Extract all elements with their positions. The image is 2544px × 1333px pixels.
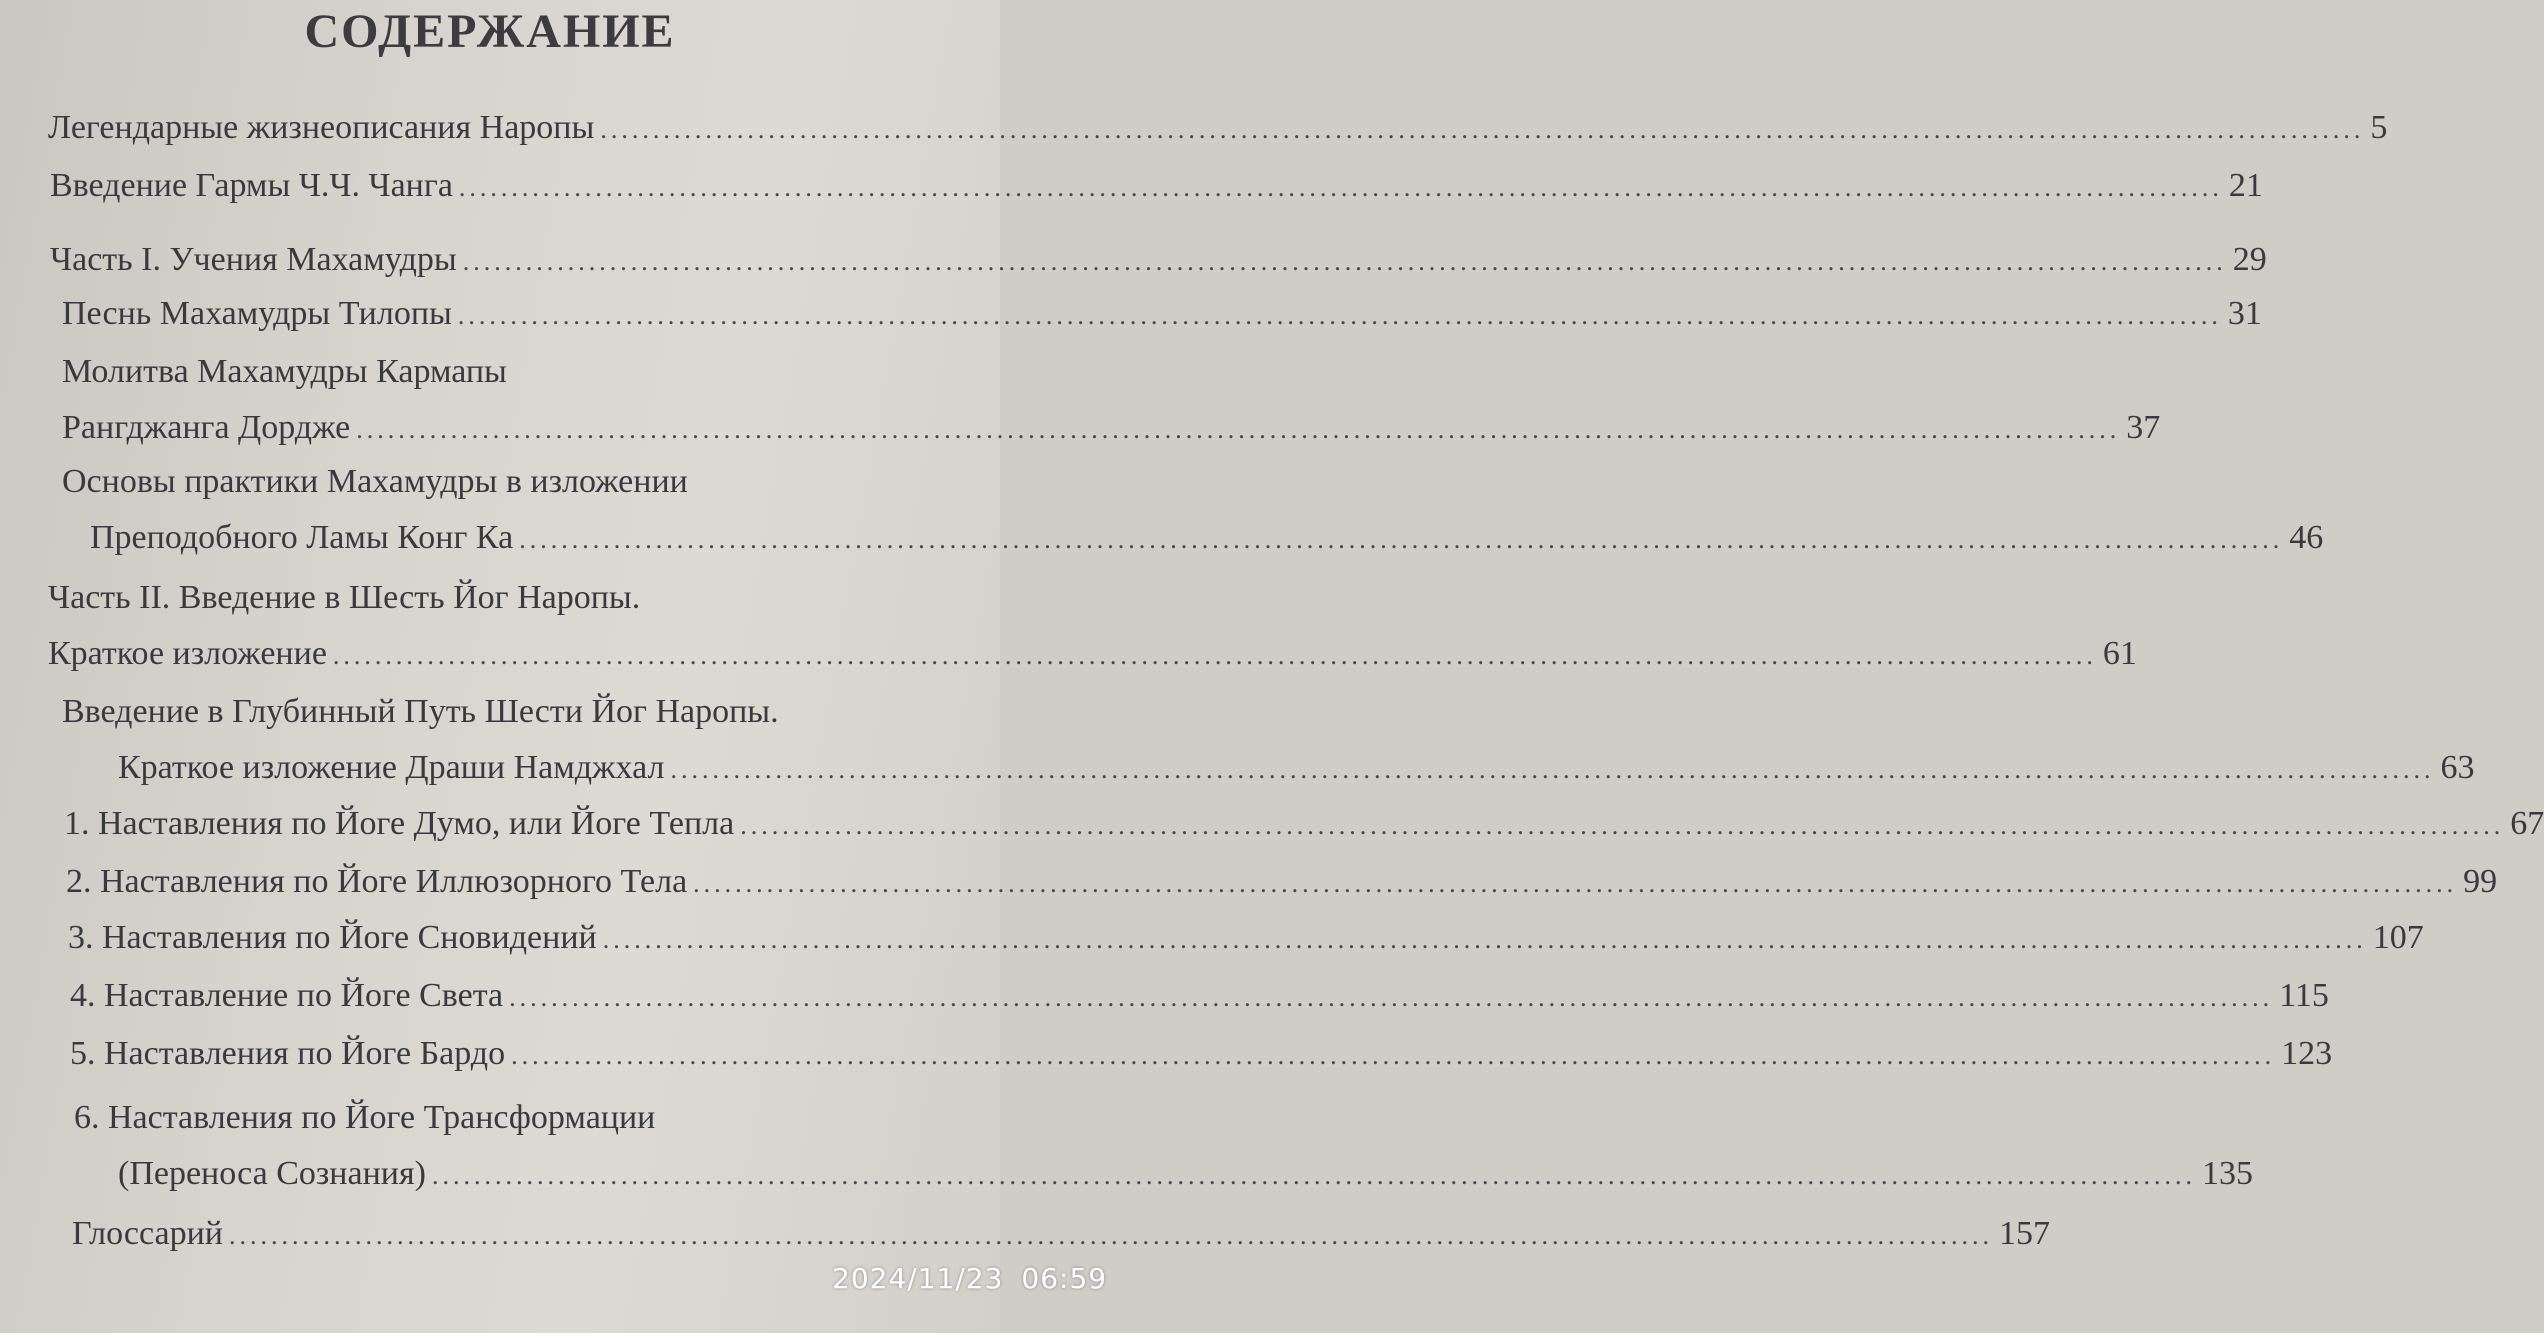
toc-entry <box>62 460 688 504</box>
toc-entry-page: 67 <box>2510 805 2544 842</box>
toc-entry-title: Краткое изложение Драши Намджхал <box>118 749 665 786</box>
toc-entry-title: (Переноса Сознания) <box>118 1155 426 1192</box>
toc-entry <box>50 238 2267 284</box>
toc-leader-dots <box>509 976 2273 1020</box>
toc-entry <box>62 690 779 734</box>
toc-entry <box>62 406 2161 452</box>
toc-leader-dots <box>229 1214 1993 1258</box>
toc-entry-page: 107 <box>2372 919 2424 956</box>
toc-entry-title: Глоссарий <box>72 1215 223 1252</box>
toc-entry-title: Введение Гармы Ч.Ч. Чанга <box>50 167 453 204</box>
toc-entry-page: 46 <box>2289 519 2324 556</box>
toc-entry-title: 3. Наставления по Йоге Сновидений <box>68 919 597 956</box>
toc-leader-dots <box>463 240 2227 284</box>
toc-entry-title: Введение в Глубинный Путь Шести Йог Наропы. <box>62 693 779 730</box>
toc-leader-dots <box>603 918 2367 962</box>
toc-entry-title: Часть I. Учения Махамудры <box>50 241 457 278</box>
toc-entry <box>62 350 507 394</box>
toc-entry <box>48 632 2137 678</box>
toc-entry-title: Песнь Махамудры Тилопы <box>62 295 452 332</box>
toc-entry-title: 2. Наставления по Йоге Иллюзорного Тела <box>66 863 688 900</box>
toc-entry <box>118 1152 2253 1198</box>
toc-entry-page: 115 <box>2279 977 2329 1014</box>
timestamp-time: 06:59 <box>1021 1262 1108 1295</box>
toc-entry <box>70 974 2329 1020</box>
toc-entry-title: 6. Наставления по Йоге Трансформации <box>74 1099 656 1136</box>
toc-entry <box>48 576 640 620</box>
toc-entry-page: 61 <box>2102 635 2137 672</box>
toc-entry <box>118 746 2475 792</box>
toc-entry <box>64 802 2544 848</box>
toc-entry-page: 157 <box>1999 1215 2050 1252</box>
toc-entry <box>50 164 2263 210</box>
toc-entry-title: 1. Наставления по Йоге Думо, или Йоге Тепла <box>64 805 735 842</box>
toc-entry-page: 21 <box>2228 167 2263 204</box>
toc-entry <box>62 292 2262 338</box>
toc-entry <box>74 1096 655 1140</box>
toc-entry-title: Преподобного Ламы Конг Ка <box>90 519 514 556</box>
photo-timestamp <box>832 1262 1108 1295</box>
toc-leader-dots <box>459 166 2223 210</box>
contents-heading: СОДЕРЖАНИЕ <box>304 5 676 58</box>
toc-entry-page: 99 <box>2463 863 2498 900</box>
toc-entry <box>68 916 2424 962</box>
toc-leader-dots <box>511 1034 2275 1078</box>
toc-entry-page: 37 <box>2126 409 2161 446</box>
toc-entry-title: Молитва Махамудры Кармапы <box>62 353 507 390</box>
toc-entry <box>90 516 2324 562</box>
toc-leader-dots <box>740 804 2504 848</box>
toc-entry-title: 5. Наставления по Йоге Бардо <box>70 1035 506 1072</box>
toc-entry-page: 63 <box>2440 749 2475 786</box>
toc-entry-page: 123 <box>2281 1035 2333 1072</box>
toc-leader-dots <box>600 108 2364 152</box>
toc-leader-dots <box>670 748 2434 792</box>
toc-leader-dots <box>519 518 2283 562</box>
toc-entry-page: 135 <box>2201 1155 2253 1192</box>
toc-entry-title: Часть II. Введение в Шесть Йог Наропы. <box>48 579 641 616</box>
toc-entry-page: 29 <box>2232 241 2267 278</box>
toc-leader-dots <box>333 634 2097 678</box>
toc-leader-dots <box>432 1154 2196 1198</box>
toc-entry-title: Рангджанга Дордже <box>62 409 351 446</box>
toc-leader-dots <box>458 294 2222 338</box>
toc-entry <box>66 860 2498 906</box>
toc-entry <box>48 106 2388 152</box>
toc-leader-dots <box>693 862 2457 906</box>
toc-entry-title: Основы практики Махамудры в изложении <box>62 463 688 500</box>
timestamp-date: 2024/11/23 <box>832 1262 1004 1295</box>
toc-entry-title: Краткое изложение <box>48 635 327 672</box>
toc-entry <box>70 1032 2333 1078</box>
toc-entry <box>72 1212 2050 1258</box>
toc-entry-title: 4. Наставление по Йоге Света <box>70 977 504 1014</box>
toc-entry-title: Легендарные жизнеописания Наропы <box>48 109 595 146</box>
toc-entry-page: 5 <box>2370 109 2388 146</box>
toc-leader-dots <box>356 408 2120 452</box>
toc-entry-page: 31 <box>2227 295 2262 332</box>
